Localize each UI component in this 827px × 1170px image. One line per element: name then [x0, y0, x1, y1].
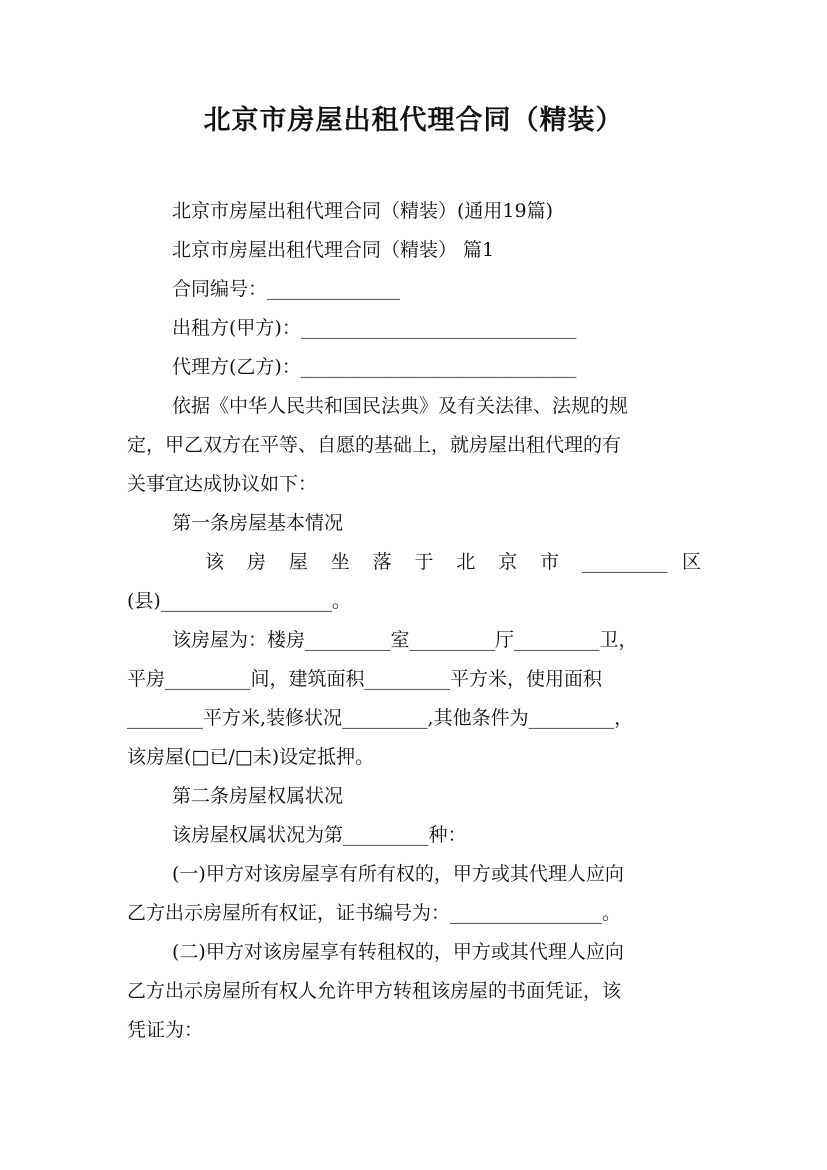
article-heading: 第一条房屋基本情况: [172, 512, 344, 534]
lessor-field: 出租方(甲方)：_____________________________: [172, 317, 577, 339]
agent-field: 代理方(乙方)：_____________________________: [172, 356, 577, 378]
article-heading: 第二条房屋权属状况: [172, 785, 344, 807]
paragraph-line: 该房屋权属状况为第_________种：: [172, 824, 467, 846]
paragraph-line: 乙方出示房屋所有权证，证书编号为：________________。: [127, 902, 622, 924]
subtitle-line: 北京市房屋出租代理合同（精装）(通用19篇): [172, 200, 554, 222]
paragraph-line: 乙方出示房屋所有权人允许甲方转租该房屋的书面凭证，该: [127, 980, 622, 1002]
paragraph-line: ________平方米,装修状况_________,其他条件为_________，: [127, 707, 634, 729]
paragraph-line: 凭证为：: [127, 1019, 204, 1041]
paragraph-line: 平房_________间，建筑面积_________平方米，使用面积: [127, 668, 603, 690]
paragraph-line: (县)__________________。: [127, 590, 351, 612]
paragraph-line: (二)甲方对该房屋享有转租权的，甲方或其代理人应向: [172, 941, 624, 963]
document-title: 北京市房屋出租代理合同（精装）: [203, 105, 624, 136]
paragraph-line: 该 房 屋 坐 落 于 北 京 市 _________ 区: [205, 551, 701, 573]
paragraph-line: 依据《中华人民共和国民法典》及有关法律、法规的规: [172, 395, 629, 417]
chapter-heading: 北京市房屋出租代理合同（精装） 篇1: [172, 239, 495, 261]
paragraph-line: 关事宜达成协议如下：: [127, 473, 318, 495]
paragraph-line: (一)甲方对该房屋享有所有权的，甲方或其代理人应向: [172, 863, 624, 885]
paragraph-line: 定，甲乙双方在平等、自愿的基础上，就房屋出租代理的有: [127, 434, 622, 456]
paragraph-line: 该房屋(□已/□未)设定抵押。: [127, 746, 375, 768]
paragraph-line: 该房屋为：楼房_________室_________厅_________卫，: [172, 629, 638, 651]
contract-number-field: 合同编号：______________: [172, 278, 401, 300]
